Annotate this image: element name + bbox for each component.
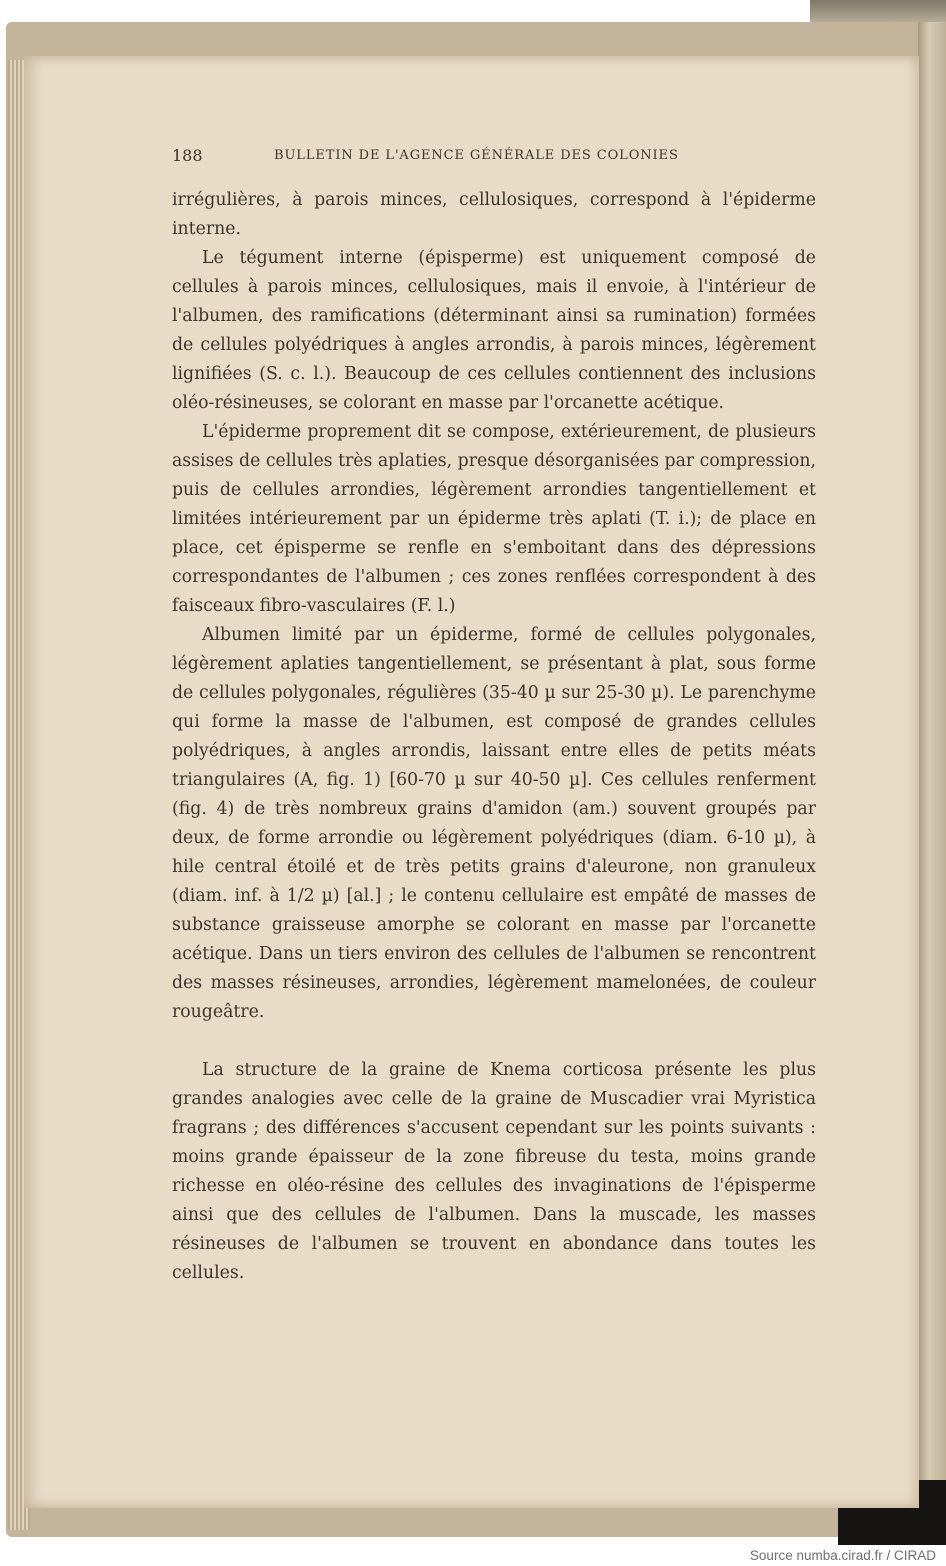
source-credit: Source numba.cirad.fr / CIRAD [749,1548,936,1563]
paragraph: La structure de la graine de Knema corticosa présente les plus grandes analogies avec celle de la graine de Muscadier vrai Myristica fragrans ; des différences s'accusent cependant sur les points suivants : moins grande épaisseur de la zone fibreuse du testa, moins grande richesse en oléo-résine des cellules des invaginations de l'épisperme ainsi que des cellules de l'albumen. Dans la muscade, les masses résineuses de l'albumen se trouvent en abondance dans toutes les cellules. [172,1060,816,1283]
paragraph: Le tégument interne (épisperme) est uniquement composé de cellules à parois minces, cellulosiques, mais il envoie, à l'intérieur de l'albumen, des ramifications (déterminant ainsi sa rumination) formées de cellules polyédriques à angles arrondis, à parois minces, légèrement lignifiées (S. c. l.). Beaucoup de ces cellules contiennent des inclusions oléo-résineuses, se colorant en masse par l'orcanette acétique. [172,248,816,413]
body-text [172,186,816,1288]
running-head [172,146,812,168]
page-number: 188 [172,146,203,165]
running-title: BULLETIN DE L'AGENCE GÉNÉRALE DES COLONIES [274,148,679,163]
paragraph: L'épiderme proprement dit se compose, extérieurement, de plusieurs assises de cellules très aplaties, presque désorganisées par compression, puis de cellules arrondies, légèrement arrondies tangentiellement et limitées intérieurement par un épiderme très aplati (T. i.); de place en place, cet épisperme se renfle en s'emboitant dans des dépressions correspondantes de l'albumen ; ces zones renflées correspondent à des faisceaux fibro-vasculaires (F. l.) [172,422,816,616]
cover-right-edge [918,22,946,1512]
paragraph: irrégulières, à parois minces, cellulosiques, correspond à l'épiderme interne. [172,190,816,239]
paragraph: Albumen limité par un épiderme, formé de cellules polygonales, légèrement aplaties tangentiellement, se présentant à plat, sous forme de cellules polygonales, régulières (35-40 µ sur 25-30 µ). Le parenchyme qui forme la masse de l'albumen, est composé de grandes cellules polyédriques, à angles arrondis, laissant entre elles de petits méats triangulaires (A, fig. 1) [60-70 µ sur 40-50 µ]. Ces cellules renferment (fig. 4) de très nombreux grains d'amidon (am.) souvent groupés par deux, de forme arrondie ou légèrement polyédriques (diam. 6-10 µ), à hile central étoilé et de très petits grains d'aleurone, non granuleux (diam. inf. à 1/2 µ) [al.] ; le contenu cellulaire est empâté de masses de substance graisseuse amorphe se colorant en masse par l'orcanette acétique. Dans un tiers environ des cellules de l'albumen se rencontrent des masses résineuses, arrondies, légèrement mamelonées, de couleur rougeâtre. [172,625,816,1022]
cover-top-edge [810,0,946,22]
